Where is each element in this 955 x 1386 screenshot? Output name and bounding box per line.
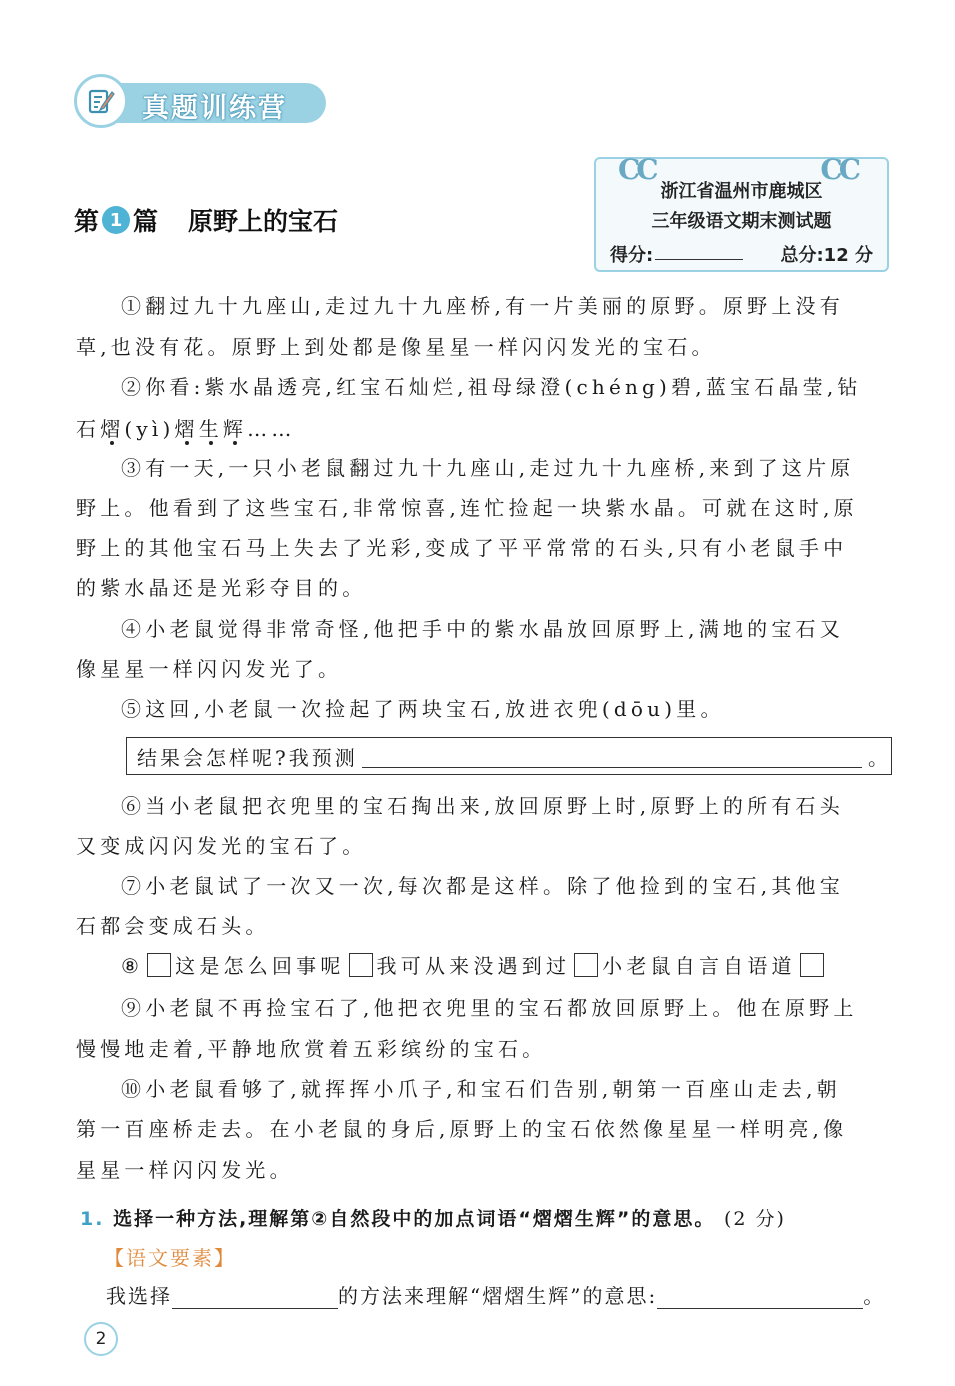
passage-text: 这是怎么回事呢 (175, 954, 345, 978)
chapter-heading (74, 202, 338, 238)
answer-end: 。 (863, 1284, 886, 1308)
notebook-pencil-icon (74, 74, 128, 128)
passage-line: 草,也没有花。原野上到处都是像星星一样闪闪发光的宝石。 (76, 335, 716, 359)
dotted-char: 熠 (174, 417, 199, 441)
passage-line: ⑩小老鼠看够了,就挥挥小爪子,和宝石们告别,朝第一百座山走去,朝 (121, 1077, 841, 1101)
quote-open-icon: CC (618, 153, 655, 186)
meaning-answer-line[interactable] (657, 1284, 863, 1309)
passage-line: ①翻过九十九座山,走过九十九座桥,有一片美丽的原野。原野上没有 (121, 294, 844, 318)
punctuation-box[interactable] (574, 953, 598, 977)
passage-line: ⑦小老鼠试了一次又一次,每次都是这样。除了他捡到的宝石,其他宝 (121, 874, 844, 898)
exam-region: 浙江省温州市鹿城区 (660, 181, 823, 202)
banner-title: 真题训练营 (142, 93, 287, 124)
chapter-number: 1 (102, 206, 130, 234)
passage-line: 又变成闪闪发光的宝石了。 (76, 834, 367, 858)
exam-info-box (594, 153, 889, 272)
prediction-answer-line[interactable] (362, 745, 862, 768)
passage-line: ③有一天,一只小老鼠翻过九十九座山,走过九十九座桥,来到了这片原 (121, 456, 855, 480)
passage-line (76, 409, 894, 449)
chapter-prefix: 第 (74, 207, 100, 236)
prediction-end: 。 (868, 745, 891, 770)
ellipsis: …… (247, 417, 296, 441)
section-banner (74, 74, 326, 132)
passage-line: 的紫水晶还是光彩夺目的。 (76, 576, 367, 600)
question-tag: 【语文要素】 (104, 1246, 236, 1270)
passage-line: ②你看:紫水晶透亮,红宝石灿烂,祖母绿澄(chéng)碧,蓝宝石晶莹,钻 (121, 375, 862, 399)
passage-line: ⑤这回,小老鼠一次捡起了两块宝石,放进衣兜(dōu)里。 (121, 697, 725, 721)
passage-line: 野上的其他宝石马上失去了光彩,变成了平平常常的石头,只有小老鼠手中 (76, 536, 848, 560)
passage-line: ⑥当小老鼠把衣兜里的宝石掏出来,放回原野上时,原野上的所有石头 (121, 794, 844, 818)
passage-text: 石 (76, 417, 101, 441)
chapter-suffix: 篇 (133, 207, 159, 236)
dotted-char: 熠 (100, 417, 125, 441)
passage-line: 石都会变成石头。 (76, 914, 270, 938)
passage-line: ④小老鼠觉得非常奇怪,他把手中的紫水晶放回原野上,满地的宝石又 (121, 617, 844, 641)
passage-text: ⑧ (121, 954, 144, 978)
punctuation-box[interactable] (800, 953, 824, 977)
dotted-char: 辉 (222, 417, 248, 441)
passage-text: 小老鼠自言自语道 (602, 954, 796, 978)
score-blank[interactable] (655, 241, 743, 260)
passage-line (76, 946, 939, 986)
chapter-title: 原野上的宝石 (188, 207, 339, 236)
passage-text: 我可从来没遇到过 (376, 954, 571, 978)
question-text: 选择一种方法,理解第②自然段中的加点词语“熠熠生辉”的意思。 (113, 1208, 716, 1230)
question-points: (2 分) (723, 1208, 786, 1230)
question-1 (80, 1204, 786, 1231)
quote-close-icon: CC (820, 153, 857, 186)
total-score: 总分:12 分 (780, 245, 873, 266)
answer-row (106, 1280, 885, 1309)
method-answer-line[interactable] (172, 1284, 338, 1309)
answer-label-a: 我选择 (106, 1284, 172, 1308)
punctuation-box[interactable] (349, 953, 373, 977)
page-number: 2 (84, 1322, 118, 1356)
passage-line: 星星一样闪闪发光。 (76, 1158, 294, 1182)
passage-line: 第一百座桥走去。在小老鼠的身后,原野上的宝石依然像星星一样明亮,像 (76, 1117, 848, 1141)
prediction-label: 结果会怎样呢?我预测 (137, 745, 358, 770)
passage-line: 野上。他看到了这些宝石,非常惊喜,连忙捡起一块紫水晶。可就在这时,原 (76, 496, 858, 520)
dotted-char: 生 (198, 417, 223, 441)
passage-line: ⑨小老鼠不再捡宝石了,他把衣兜里的宝石都放回原野上。他在原野上 (121, 996, 858, 1020)
punctuation-box[interactable] (147, 953, 171, 977)
score-label: 得分: (610, 245, 654, 266)
passage-line: 慢慢地走着,平静地欣赏着五彩缤纷的宝石。 (76, 1037, 547, 1061)
passage-line: 像星星一样闪闪发光了。 (76, 657, 343, 681)
answer-label-b: 的方法来理解“熠熠生辉”的意思: (338, 1284, 658, 1308)
exam-score-row (610, 241, 873, 267)
pinyin: (yì) (124, 417, 175, 441)
prediction-box (126, 737, 892, 775)
exam-name: 三年级语文期末测试题 (651, 211, 832, 232)
question-number: 1. (80, 1208, 105, 1230)
